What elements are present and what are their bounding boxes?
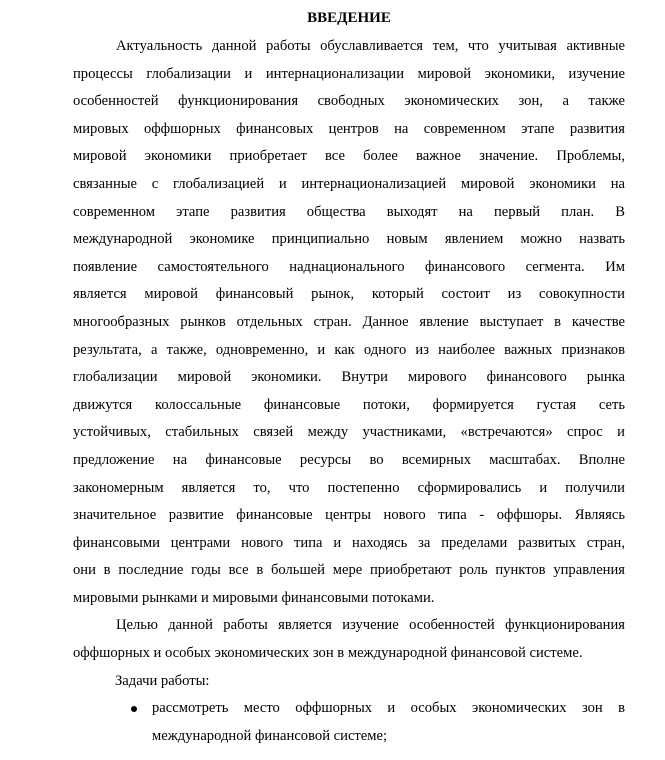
paragraph-line: устойчивых, стабильных связей между участниками, «встречаются» спрос и xyxy=(73,424,625,441)
bullet-icon xyxy=(131,706,137,712)
paragraph-line: мировых оффшорных финансовых центров на современном этапе развития xyxy=(73,120,625,137)
document-page xyxy=(73,9,625,750)
goal-paragraph xyxy=(73,612,625,667)
paragraph-line: мировыми рынками и мировыми финансовыми потоками. xyxy=(73,589,435,606)
section-title: ВВЕДЕНИЕ xyxy=(307,10,391,26)
paragraph-line: они в последние годы все в большей мере приобретают роль пунктов управления xyxy=(73,562,625,579)
paragraph-line: международной экономике принципиально новым явлением можно назвать xyxy=(73,231,625,248)
tasks-section xyxy=(73,668,625,751)
task-list-item xyxy=(73,695,625,750)
tasks-label: Задачи работы: xyxy=(115,672,210,689)
paragraph-line: финансовыми центрами нового типа и находясь за пределами развитых стран, xyxy=(73,534,625,551)
paragraph-line: значительное развитие финансовые центры нового типа - оффшоры. Являясь xyxy=(73,507,625,524)
paragraph-line: Актуальность данной работы обуславливается тем, что учитывая активные xyxy=(116,38,625,54)
paragraph-line: предложение на финансовые ресурсы во всемирных масштабах. Вполне xyxy=(73,451,625,468)
paragraph-line: Целью данной работы является изучение особенностей функционирования xyxy=(116,617,625,634)
paragraph-line: закономерным является то, что постепенно сформировались и получили xyxy=(73,479,625,496)
paragraph-line: движутся колоссальные финансовые потоки, формируется густая сеть xyxy=(73,396,625,413)
paragraph-line: связанные с глобализацией и интернационализацией мировой экономики на xyxy=(73,175,625,192)
intro-paragraph xyxy=(73,33,625,612)
paragraph-line: современном этапе развития общества выходят на первый план. В xyxy=(73,203,625,220)
paragraph-line: является мировой финансовый рынок, который состоит из совокупности xyxy=(73,286,625,303)
paragraph-line: появление самостоятельного наднационального финансового сегмента. Им xyxy=(73,258,625,275)
paragraph-line: многообразных рынков отдельных стран. Данное явление выступает в качестве xyxy=(73,313,625,330)
paragraph-line: процессы глобализации и интернационализации мировой экономики, изучение xyxy=(73,65,625,82)
paragraph-line: особенностей функционирования свободных экономических зон, а также xyxy=(73,93,625,110)
task-line: международной финансовой системе; xyxy=(152,727,388,744)
paragraph-line: оффшорных и особых экономических зон в международной финансовой системе. xyxy=(73,645,583,662)
paragraph-line: глобализации мировой экономики. Внутри мирового финансового рынка xyxy=(73,369,625,386)
paragraph-line: мировой экономики приобретает все более важное значение. Проблемы, xyxy=(73,148,625,165)
task-line: рассмотреть место оффшорных и особых экономических зон в xyxy=(152,700,625,717)
paragraph-line: результата, а также, одновременно, и как одного из наиболее важных признаков xyxy=(73,341,625,358)
